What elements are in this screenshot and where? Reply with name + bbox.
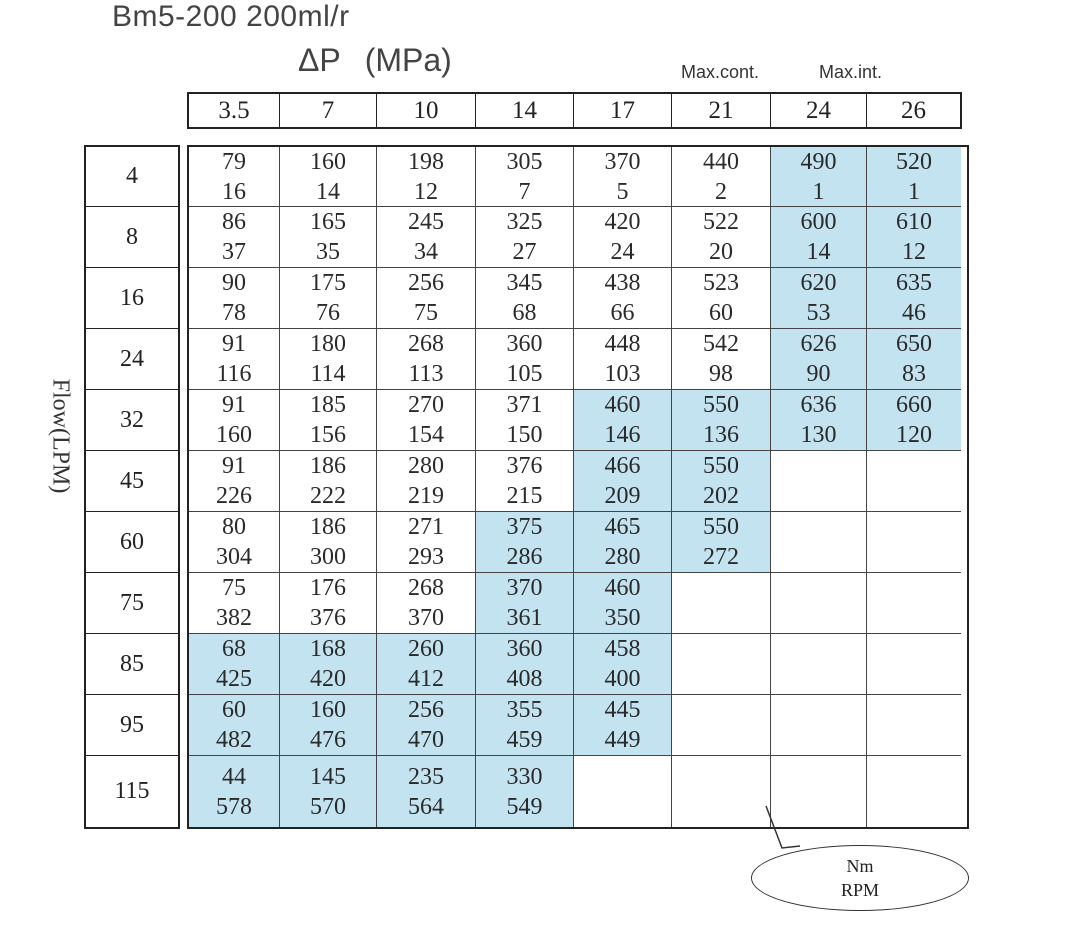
torque-value: 198 <box>408 148 444 175</box>
torque-value: 168 <box>310 636 346 662</box>
flow-axis-label: Flow(LPM) <box>47 378 74 494</box>
speed-value: 46 <box>902 300 926 326</box>
speed-value: 202 <box>703 483 739 509</box>
legend-torque-unit: Nm <box>846 856 874 876</box>
speed-value: 76 <box>316 300 340 326</box>
speed-value: 12 <box>902 239 926 265</box>
torque-value: 268 <box>408 575 444 601</box>
torque-value: 180 <box>310 331 346 357</box>
speed-value: 1 <box>812 178 825 205</box>
torque-value: 68 <box>222 636 246 662</box>
speed-value: 564 <box>408 793 444 820</box>
speed-value: 154 <box>408 422 444 448</box>
flow-header-cell: 24 <box>86 329 178 390</box>
speed-value: 120 <box>896 422 932 448</box>
torque-value: 79 <box>222 148 246 175</box>
speed-value: 7 <box>518 178 531 205</box>
speed-value: 400 <box>604 666 641 692</box>
torque-value: 371 <box>506 392 543 418</box>
speed-value: 114 <box>310 361 346 387</box>
torque-value: 245 <box>408 209 444 235</box>
speed-value: 24 <box>610 239 635 265</box>
delta-p-symbol: ΔP <box>298 42 341 78</box>
flow-header-cell: 4 <box>86 147 178 207</box>
flow-header-cell: 75 <box>86 573 178 634</box>
torque-value: 91 <box>222 331 246 357</box>
speed-value: 116 <box>216 361 252 387</box>
flow-header-cell: 32 <box>86 390 178 451</box>
torque-value: 466 <box>604 453 641 479</box>
speed-value: 459 <box>506 727 543 753</box>
max-cont-label: Max.cont. <box>681 62 760 82</box>
max-int-label: Max.int. <box>819 62 883 82</box>
torque-value: 520 <box>896 148 932 175</box>
speed-value: 150 <box>506 422 543 448</box>
torque-value: 75 <box>222 575 246 601</box>
speed-value: 130 <box>800 422 837 448</box>
speed-value: 219 <box>408 483 444 509</box>
speed-value: 34 <box>414 239 438 265</box>
speed-value: 27 <box>512 239 537 265</box>
pressure-header-cell: 7 <box>280 94 377 127</box>
speed-value: 136 <box>703 422 739 448</box>
speed-value: 412 <box>408 666 444 692</box>
torque-value: 523 <box>703 270 739 296</box>
torque-value: 60 <box>222 697 246 723</box>
speed-value: 66 <box>610 300 635 326</box>
torque-value: 370 <box>506 575 543 601</box>
flow-header-cell: 60 <box>86 512 178 573</box>
speed-value: 2 <box>715 178 727 205</box>
speed-value: 53 <box>806 300 831 326</box>
speed-value: 90 <box>806 361 831 387</box>
speed-value: 35 <box>316 239 340 265</box>
torque-value: 460 <box>604 392 641 418</box>
torque-value: 490 <box>800 148 837 175</box>
torque-value: 445 <box>604 697 641 723</box>
speed-value: 226 <box>216 483 252 509</box>
speed-value: 160 <box>216 422 252 448</box>
speed-value: 5 <box>616 178 629 205</box>
speed-value: 146 <box>604 422 641 448</box>
speed-value: 361 <box>506 605 543 631</box>
pressure-header-cell: 17 <box>574 94 672 127</box>
torque-value: 626 <box>800 331 837 357</box>
speed-value: 382 <box>216 605 252 631</box>
speed-value: 103 <box>604 361 641 387</box>
speed-value: 476 <box>310 727 346 753</box>
torque-value: 260 <box>408 636 444 662</box>
torque-value: 160 <box>310 148 346 175</box>
torque-value: 438 <box>604 270 641 296</box>
speed-value: 280 <box>604 544 641 570</box>
flow-header-cell: 8 <box>86 207 178 268</box>
torque-value: 235 <box>408 763 444 790</box>
speed-value: 209 <box>604 483 641 509</box>
pressure-header-cell: 10 <box>377 94 476 127</box>
pressure-header-cell: 3.5 <box>189 94 280 127</box>
legend-callout <box>751 845 969 911</box>
speed-value: 83 <box>902 361 926 387</box>
torque-value: 360 <box>506 331 543 357</box>
speed-value: 113 <box>408 361 444 387</box>
speed-value: 370 <box>408 605 444 631</box>
speed-value: 578 <box>216 793 252 820</box>
torque-value: 145 <box>310 763 346 790</box>
torque-value: 271 <box>408 514 444 540</box>
speed-value: 98 <box>709 361 733 387</box>
flow-header-cell: 115 <box>114 778 150 804</box>
speed-value: 14 <box>316 178 340 205</box>
pressure-unit: (MPa) <box>364 42 452 78</box>
torque-value: 610 <box>896 209 932 235</box>
speed-value: 60 <box>709 300 733 326</box>
speed-value: 215 <box>506 483 543 509</box>
torque-value: 90 <box>222 270 246 296</box>
torque-value: 305 <box>506 148 543 175</box>
torque-value: 542 <box>703 331 739 357</box>
torque-value: 256 <box>408 270 444 296</box>
speed-value: 105 <box>506 361 543 387</box>
speed-value: 286 <box>506 544 543 570</box>
pressure-header-cell: 21 <box>672 94 771 127</box>
flow-header-cell: 45 <box>86 451 178 512</box>
flow-header-cell: 95 <box>86 695 178 756</box>
torque-value: 370 <box>604 148 641 175</box>
speed-value: 470 <box>408 727 444 753</box>
flow-header-cell: 16 <box>86 268 178 329</box>
torque-value: 550 <box>703 514 739 540</box>
speed-value: 482 <box>216 727 252 753</box>
speed-value: 449 <box>604 727 641 753</box>
torque-value: 465 <box>604 514 641 540</box>
torque-value: 80 <box>222 514 246 540</box>
torque-value: 375 <box>506 514 543 540</box>
torque-value: 91 <box>222 453 246 479</box>
torque-value: 185 <box>310 392 346 418</box>
torque-value: 345 <box>506 270 543 296</box>
speed-value: 425 <box>216 666 252 692</box>
speed-value: 37 <box>222 239 246 265</box>
torque-value: 522 <box>703 209 739 235</box>
torque-value: 458 <box>604 636 641 662</box>
torque-value: 650 <box>896 331 932 357</box>
torque-value: 440 <box>703 148 739 175</box>
speed-value: 78 <box>222 300 246 326</box>
speed-value: 12 <box>414 178 438 205</box>
speed-value: 222 <box>310 483 346 509</box>
torque-value: 280 <box>408 453 444 479</box>
speed-value: 20 <box>709 239 733 265</box>
speed-value: 376 <box>310 605 346 631</box>
torque-value: 550 <box>703 392 739 418</box>
torque-value: 176 <box>310 575 346 601</box>
speed-value: 1 <box>908 178 920 205</box>
speed-value: 14 <box>806 239 831 265</box>
torque-value: 270 <box>408 392 444 418</box>
torque-value: 420 <box>604 209 641 235</box>
speed-value: 75 <box>414 300 438 326</box>
speed-value: 420 <box>310 666 346 692</box>
torque-value: 620 <box>800 270 837 296</box>
speed-value: 16 <box>222 178 246 205</box>
speed-value: 300 <box>310 544 346 570</box>
speed-value: 272 <box>703 544 739 570</box>
speed-value: 156 <box>310 422 346 448</box>
torque-value: 376 <box>506 453 543 479</box>
flow-header-cell: 85 <box>86 634 178 695</box>
speed-value: 408 <box>506 666 543 692</box>
speed-value: 549 <box>506 793 543 820</box>
torque-value: 636 <box>800 392 837 418</box>
torque-value: 325 <box>506 209 543 235</box>
torque-value: 550 <box>703 453 739 479</box>
speed-value: 68 <box>512 300 537 326</box>
torque-value: 165 <box>310 209 346 235</box>
torque-value: 175 <box>310 270 346 296</box>
torque-value: 330 <box>506 763 543 790</box>
page-title: Bm5-200 200ml/r <box>112 0 350 33</box>
torque-value: 186 <box>310 514 346 540</box>
speed-value: 293 <box>408 544 444 570</box>
torque-value: 635 <box>896 270 932 296</box>
torque-value: 186 <box>310 453 346 479</box>
torque-value: 660 <box>896 392 932 418</box>
speed-value: 350 <box>604 605 641 631</box>
torque-value: 268 <box>408 331 444 357</box>
torque-value: 600 <box>800 209 837 235</box>
torque-value: 256 <box>408 697 444 723</box>
pressure-header-cell: 14 <box>476 94 574 127</box>
torque-value: 44 <box>222 763 246 790</box>
speed-value: 304 <box>216 544 252 570</box>
torque-value: 460 <box>604 575 641 601</box>
torque-value: 355 <box>506 697 543 723</box>
torque-value: 360 <box>506 636 543 662</box>
legend-speed-unit: RPM <box>840 880 880 900</box>
pressure-header-cell: 24 <box>771 94 867 127</box>
speed-value: 570 <box>310 793 346 820</box>
torque-value: 86 <box>222 209 246 235</box>
torque-value: 160 <box>310 697 346 723</box>
torque-value: 91 <box>222 392 246 418</box>
pressure-header-cell: 26 <box>901 96 926 124</box>
torque-value: 448 <box>604 331 641 357</box>
